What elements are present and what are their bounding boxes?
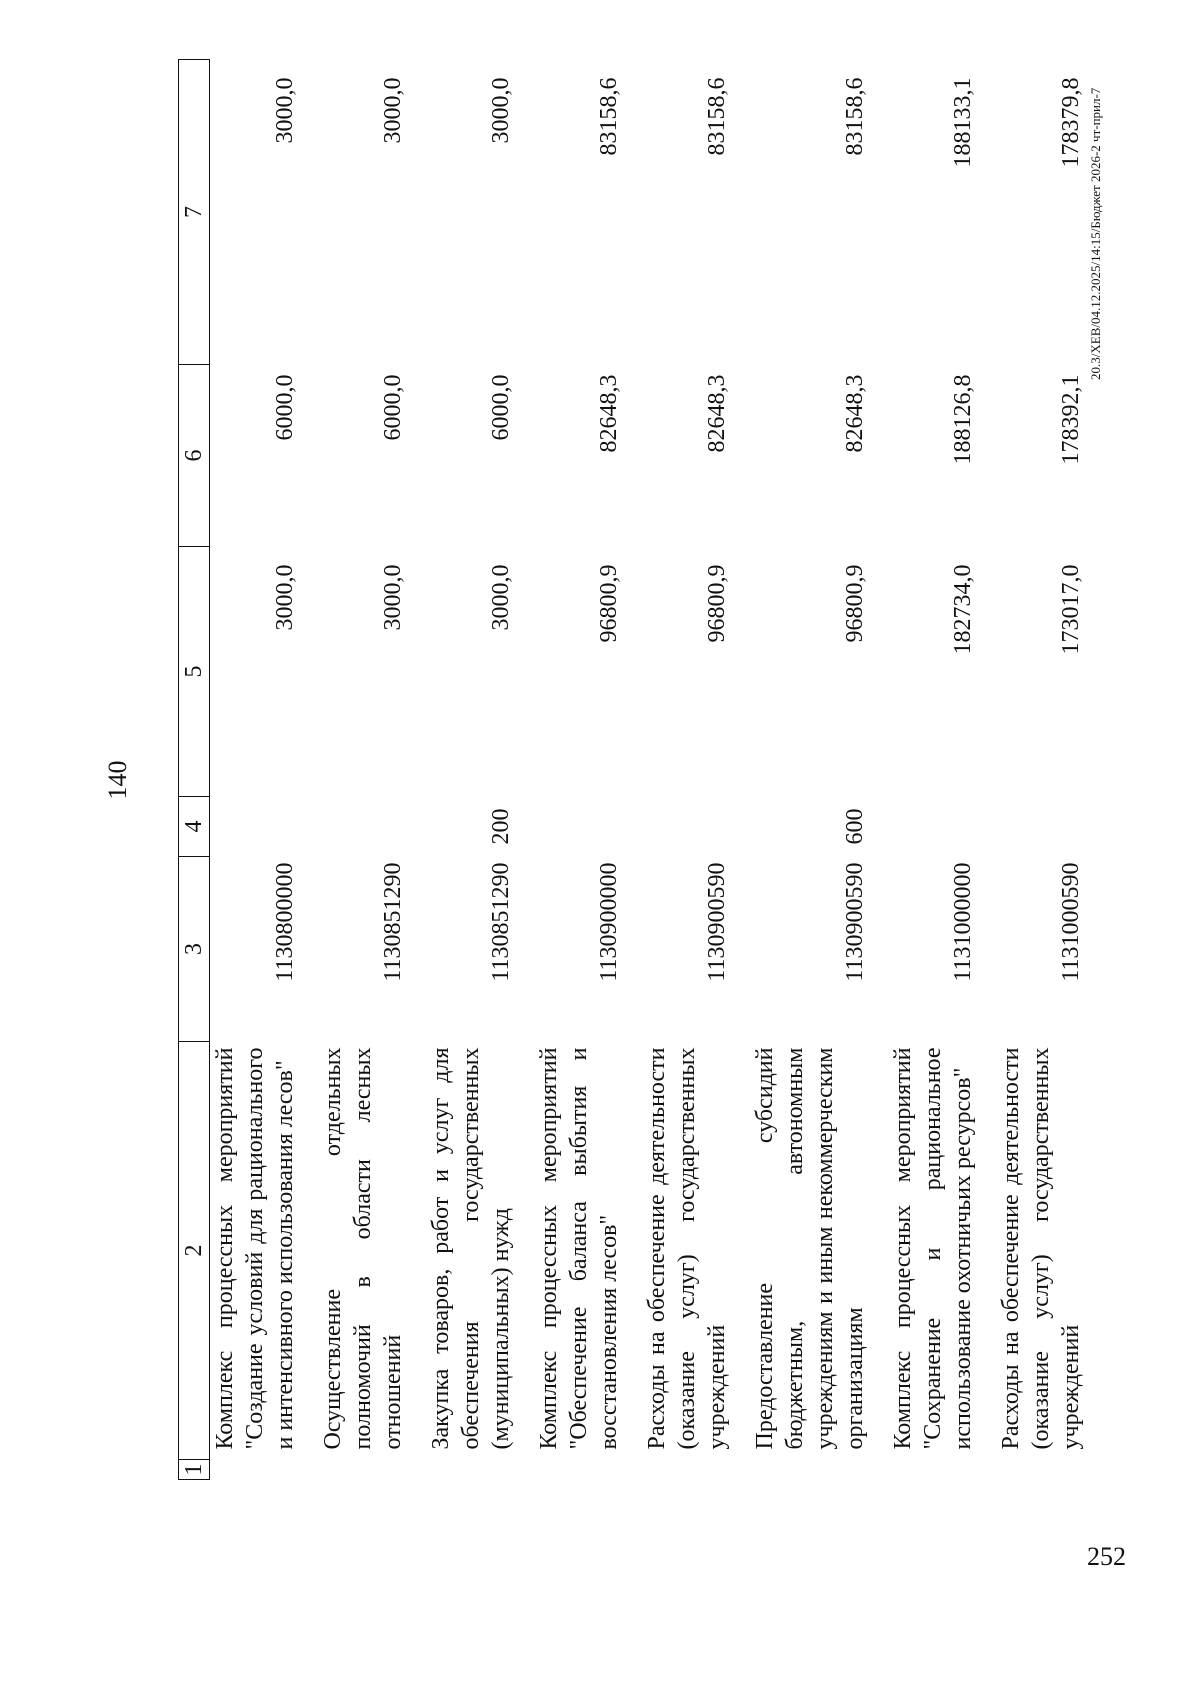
row-value-col7: 3000,0 <box>380 77 406 144</box>
row-value-col7: 188133,1 <box>950 77 976 168</box>
row-value-col5: 96800,9 <box>596 564 622 643</box>
sheet-number: 252 <box>1087 1542 1126 1571</box>
header-col-4: 4 <box>179 797 210 857</box>
row-value-col6: 82648,3 <box>842 374 868 453</box>
table-row <box>888 60 978 1480</box>
row-expense-type <box>534 797 624 857</box>
row-name: Предоставление субсидий бюджетным, автономным учреждениям и иным некоммерческим организациям <box>752 1047 868 1450</box>
row-expense-type <box>318 797 408 857</box>
row-value-col5: 3000,0 <box>272 564 298 631</box>
row-name: Комплекс процессных мероприятий "Сохранение и рациональное использование охотничьих ресурсов" <box>890 1047 976 1450</box>
table-row <box>426 60 516 1480</box>
row-code: 1130900000 <box>596 862 622 982</box>
row-value-col7: 83158,6 <box>596 77 622 156</box>
row-name: Расходы на обеспечение деятельности (оказание услуг) государственных учреждений <box>998 1047 1084 1450</box>
header-col-1: 1 <box>179 1460 210 1480</box>
table-row <box>750 60 870 1480</box>
row-code: 1130800000 <box>272 862 298 982</box>
row-value-col7: 83158,6 <box>842 77 868 156</box>
row-name: Комплекс процессных мероприятий "Обеспечение баланса выбытия и восстановления лесов" <box>536 1047 622 1450</box>
table-row <box>210 60 301 1480</box>
row-value-col7: 3000,0 <box>272 77 298 144</box>
row-value-col6: 188126,8 <box>950 374 976 465</box>
table-row <box>996 60 1086 1480</box>
row-code: 1130900590 <box>842 862 868 982</box>
header-col-3: 3 <box>179 857 210 1042</box>
row-expense-type <box>210 797 301 857</box>
budget-table <box>178 59 1086 1480</box>
row-value-col5: 173017,0 <box>1058 564 1084 655</box>
header-col-2: 2 <box>179 1042 210 1460</box>
row-name: Закупка товаров, работ и услуг для обеспечения государственных (муниципальных) нужд <box>428 1047 514 1450</box>
table-row <box>318 60 408 1480</box>
row-value-col6: 82648,3 <box>596 374 622 453</box>
rotated-page <box>103 0 1103 1560</box>
row-value-col6: 6000,0 <box>380 374 406 441</box>
footer-doc-code: 20.3/XEB/04.12.2025/14:15/Бюджет 2026-2 чт-прил-7 <box>1088 87 1103 380</box>
row-code: 1130851290 <box>380 862 406 982</box>
row-expense-type: 600 <box>842 808 868 845</box>
row-code: 1131000590 <box>1058 862 1084 982</box>
row-code: 1130900590 <box>704 862 730 982</box>
row-expense-type: 200 <box>488 808 514 845</box>
table-row <box>642 60 732 1480</box>
row-name: Расходы на обеспечение деятельности (оказание услуг) государственных учреждений <box>644 1047 730 1450</box>
header-row <box>179 60 210 1480</box>
header-col-6: 6 <box>179 365 210 547</box>
row-value-col5: 3000,0 <box>380 564 406 631</box>
row-value-col7: 178379,8 <box>1058 77 1084 168</box>
row-value-col5: 3000,0 <box>488 564 514 631</box>
table-row <box>534 60 624 1480</box>
row-code: 1131000000 <box>950 862 976 982</box>
row-value-col6: 178392,1 <box>1058 374 1084 465</box>
row-value-col5: 182734,0 <box>950 564 976 655</box>
header-col-7: 7 <box>179 60 210 365</box>
header-col-5: 5 <box>179 547 210 797</box>
row-value-col6: 6000,0 <box>488 374 514 441</box>
row-name: Комплекс процессных мероприятий "Создание условий для рационального и интенсивного использования лесов" <box>212 1047 298 1450</box>
row-expense-type <box>996 797 1086 857</box>
page-number: 140 <box>103 760 132 800</box>
row-value-col7: 83158,6 <box>704 77 730 156</box>
row-value-col5: 96800,9 <box>842 564 868 643</box>
row-value-col6: 6000,0 <box>272 374 298 441</box>
row-value-col7: 3000,0 <box>488 77 514 144</box>
row-code: 1130851290 <box>488 862 514 982</box>
row-value-col6: 82648,3 <box>704 374 730 453</box>
row-value-col5: 96800,9 <box>704 564 730 643</box>
row-expense-type <box>642 797 732 857</box>
row-expense-type <box>888 797 978 857</box>
row-name: Осуществление отдельных полномочий в области лесных отношений <box>320 1047 406 1450</box>
